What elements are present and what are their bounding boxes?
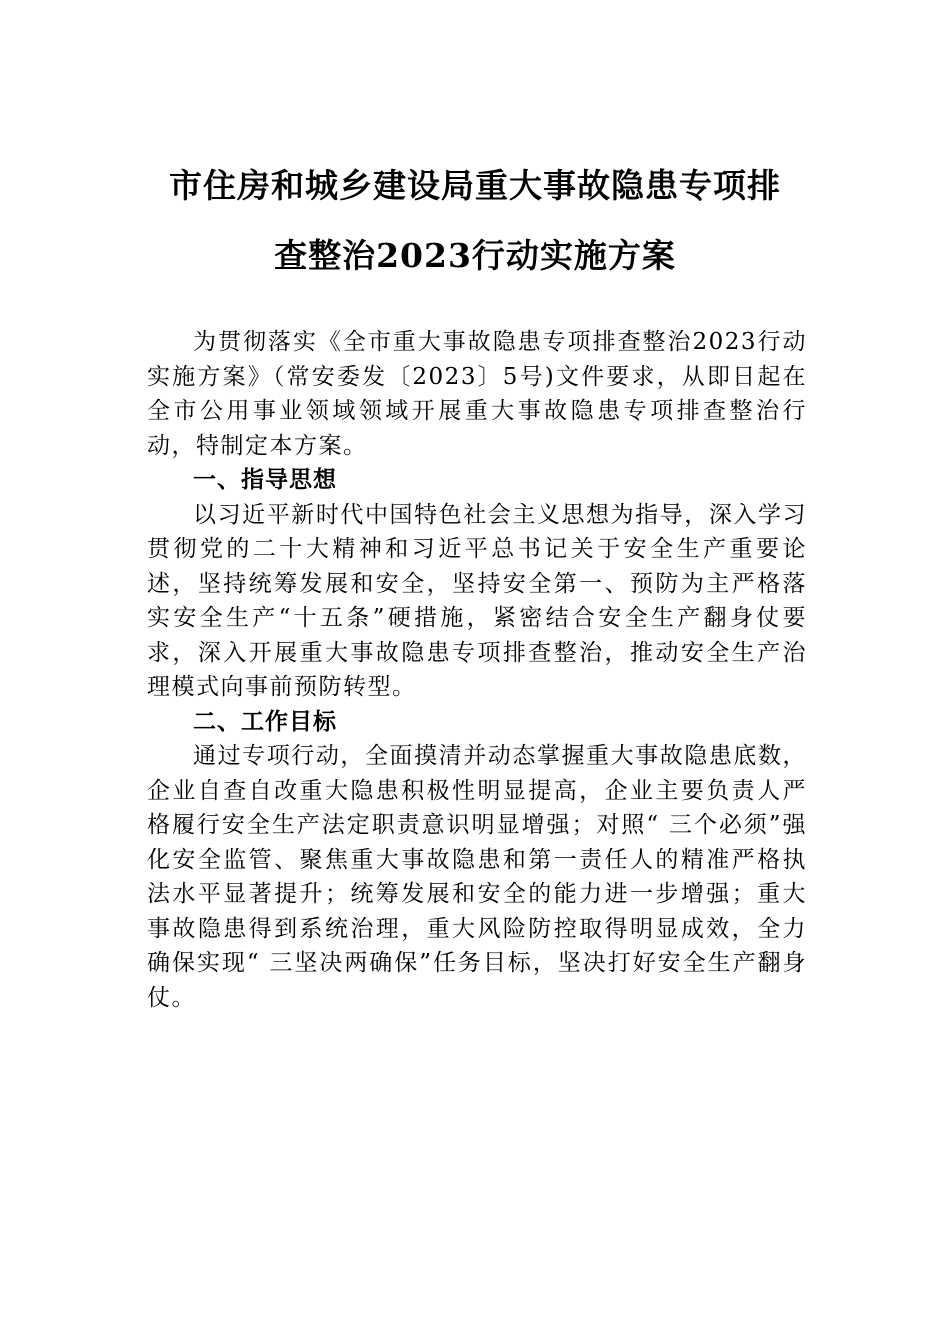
section-heading-guiding-ideology: 一、指导思想	[193, 467, 337, 493]
section-body-guiding-ideology: 以习近平新时代中国特色社会主义思想为指导，深入学习贯彻党的二十大精神和习近平总书记关于安全生产重要论述，坚持统筹发展和安全，坚持安全第一、预防为主严格落实安全生产“十五条”硬措施，紧密结合安全生产翻身仗要求，深入开展重大事故隐患专项排查整治，推动安全生产治理模式向事前预防转型。	[147, 501, 807, 700]
document-title-line-2: 查整治2023行动实施方案	[274, 236, 676, 275]
section-body-work-goals: 通过专项行动，全面摸清并动态掌握重大事故隐患底数，企业自查自改重大隐患积极性明显提高，企业主要负责人严格履行安全生产法定职责意识明显增强；对照“ 三个必须”强化安全监管、聚焦重大事故隐患和第一责任人的精准严格执法水平显著提升；统筹发展和安全的能力进一步增强；重大事故隐患得到系统治理，重大风险防控取得明显成效，全力确保实现“ 三坚决两确保”任务目标，坚决打好安全生产翻身仗。	[147, 743, 807, 1011]
document-title-line-1: 市住房和城乡建设局重大事故隐患专项排	[169, 166, 781, 205]
section-heading-work-goals: 二、工作目标	[193, 708, 337, 735]
document-body	[147, 325, 807, 1015]
intro-paragraph: 为贯彻落实《全市重大事故隐患专项排查整治2023行动实施方案》（常安委发〔2023〕5号)文件要求，从即日起在全市公用事业领域领域开展重大事故隐患专项排查整治行动，特制定本方案。	[147, 329, 807, 459]
